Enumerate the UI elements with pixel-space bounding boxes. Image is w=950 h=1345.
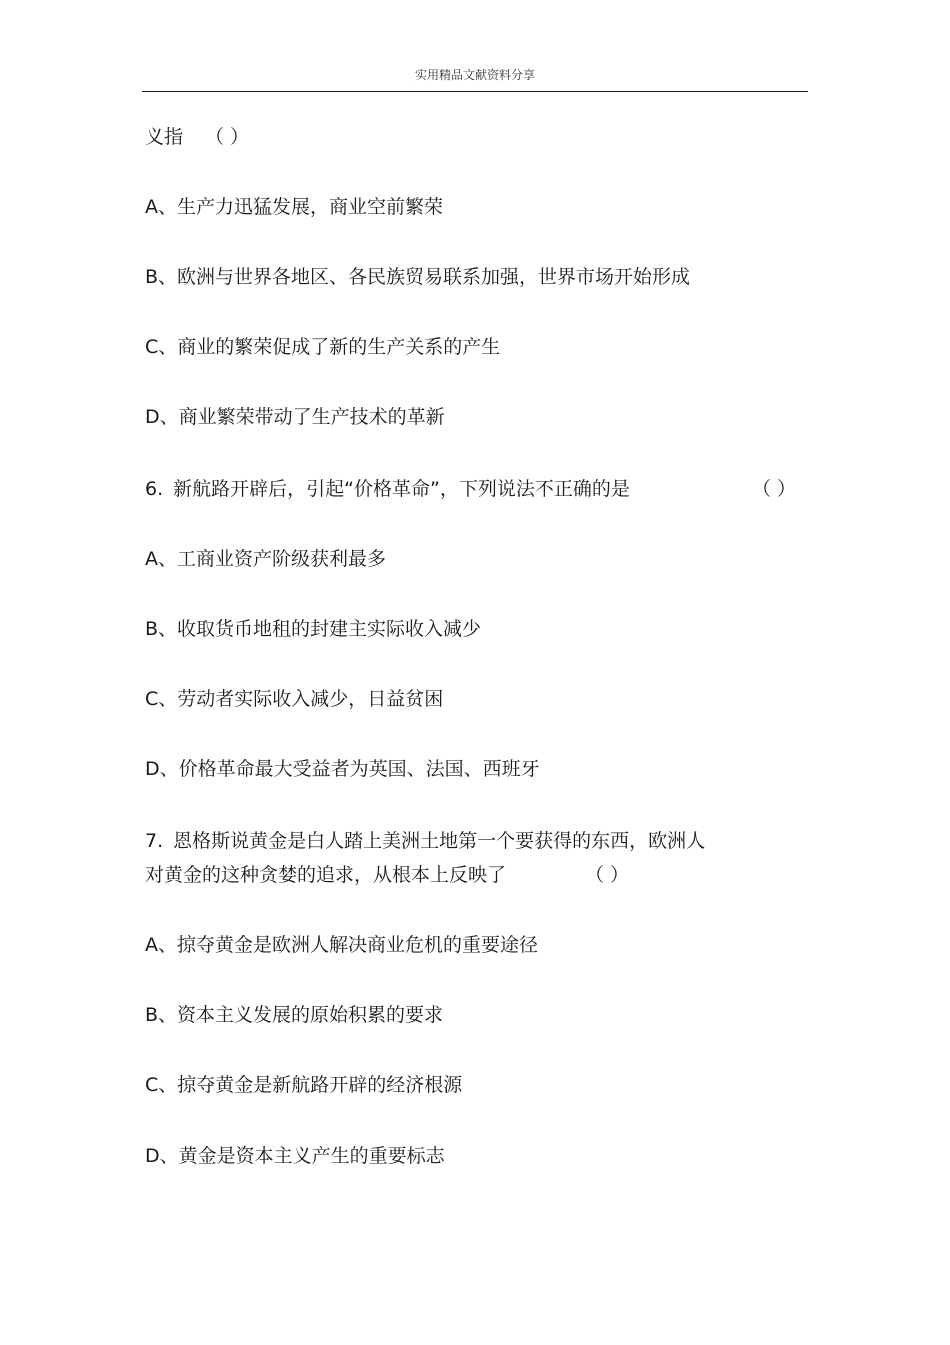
q6-answer-paren: （ ） bbox=[752, 478, 797, 500]
q5-option-a: A、生产力迅猛发展，商业空前繁荣 bbox=[145, 196, 443, 218]
q7-option-d: D、黄金是资本主义产生的重要标志 bbox=[145, 1145, 445, 1167]
q6-stem bbox=[145, 476, 630, 502]
q6-number: 6. bbox=[145, 478, 164, 500]
q7-stem-line1 bbox=[145, 828, 705, 854]
q5-option-c: C、商业的繁荣促成了新的生产关系的产生 bbox=[145, 336, 501, 358]
q6-option-c: C、劳动者实际收入减少，日益贫困 bbox=[145, 688, 444, 710]
q5-answer-paren: （ ） bbox=[205, 126, 250, 148]
q6-text: 新航路开辟后，引起“价格革命”，下列说法不正确的是 bbox=[173, 478, 630, 500]
q6-option-a: A、工商业资产阶级获利最多 bbox=[145, 548, 386, 570]
q7-text-line1: 恩格斯说黄金是白人踏上美洲土地第一个要获得的东西，欧洲人 bbox=[173, 830, 706, 852]
q7-number: 7. bbox=[145, 830, 164, 852]
q6-option-b: B、收取货币地租的封建主实际收入减少 bbox=[145, 618, 482, 640]
q7-option-b: B、资本主义发展的原始积累的要求 bbox=[145, 1004, 444, 1026]
q5-stem-tail bbox=[145, 124, 183, 150]
q7-stem-line2: 对黄金的这种贪婪的追求，从根本上反映了 bbox=[145, 864, 507, 886]
q7-option-c: C、掠夺黄金是新航路开辟的经济根源 bbox=[145, 1074, 463, 1096]
q6-option-d: D、价格革命最大受益者为英国、法国、西班牙 bbox=[145, 758, 540, 780]
header-text: 实用精品文献资料分享 bbox=[414, 68, 535, 82]
q7-option-a: A、掠夺黄金是欧洲人解决商业危机的重要途径 bbox=[145, 934, 538, 956]
q5-stem-text: 义指 bbox=[145, 126, 184, 148]
q5-option-d: D、商业繁荣带动了生产技术的革新 bbox=[145, 406, 445, 428]
q5-option-b: B、欧洲与世界各地区、各民族贸易联系加强，世界市场开始形成 bbox=[145, 266, 691, 288]
page-header bbox=[142, 64, 808, 92]
q7-answer-paren: （ ） bbox=[585, 864, 630, 886]
